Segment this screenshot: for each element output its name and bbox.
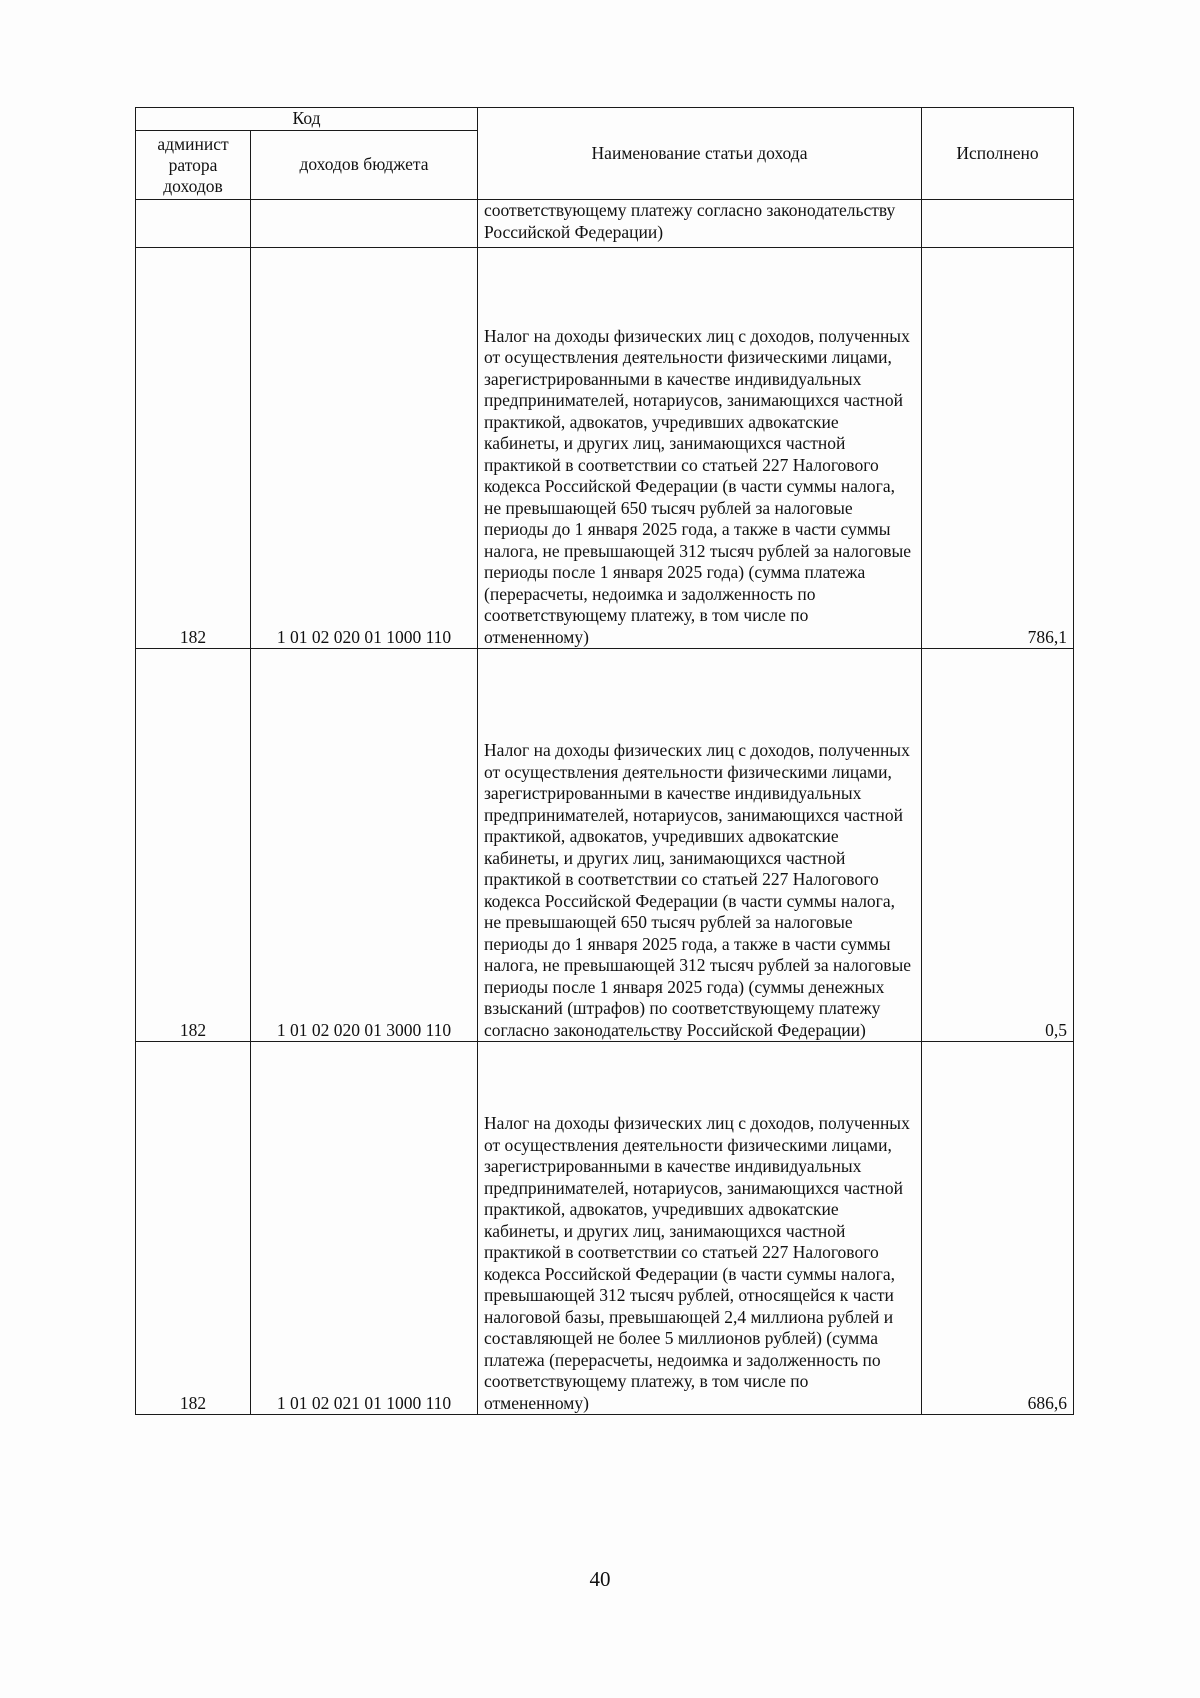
table-row — [136, 1042, 1074, 1415]
cell-name: Налог на доходы физических лиц с доходов, полученных от осуществления деятельности физическими лицами, зарегистрированными в качестве индивидуальных предпринимателей, нотариусов, занимающихся частной практикой, адвокатов, учредивших адвокатские кабинеты, и других лиц, занимающихся частной практикой в соответствии со статьей 227 Налогового кодекса Российской Федерации (в части суммы налога, превышающей 312 тысяч рублей, относящейся к части налоговой базы, превышающей 2,4 миллиона рублей и составляющей не более 5 миллионов рублей) (сумма платежа (перерасчеты, недоимка и задолженность по соответствующему платежу, в том числе по отмененному) — [478, 1042, 922, 1415]
header-row-top — [136, 108, 1074, 131]
cell-admin: 182 — [136, 248, 251, 649]
header-administrator: админист ратора доходов — [136, 131, 251, 200]
cell-code: 1 01 02 020 01 1000 110 — [251, 248, 478, 649]
table-row — [136, 248, 1074, 649]
cell-admin — [136, 200, 251, 248]
table-row — [136, 649, 1074, 1042]
cell-value: 0,5 — [922, 649, 1074, 1042]
cell-value — [922, 200, 1074, 248]
cell-value: 686,6 — [922, 1042, 1074, 1415]
table-row-continuation — [136, 200, 1074, 248]
cell-admin: 182 — [136, 649, 251, 1042]
cell-value: 786,1 — [922, 248, 1074, 649]
header-item-name: Наименование статьи дохода — [478, 108, 922, 200]
page-number: 40 — [589, 1567, 611, 1591]
cell-name: Налог на доходы физических лиц с доходов, полученных от осуществления деятельности физическими лицами, зарегистрированными в качестве индивидуальных предпринимателей, нотариусов, занимающихся частной практикой, адвокатов, учредивших адвокатские кабинеты, и других лиц, занимающихся частной практикой в соответствии со статьей 227 Налогового кодекса Российской Федерации (в части суммы налога, не превышающей 650 тысяч рублей за налоговые периоды до 1 января 2025 года, а также в части суммы налога, не превышающей 312 тысяч рублей за налоговые периоды после 1 января 2025 года) (сумма платежа (перерасчеты, недоимка и задолженность по соответствующему платежу, в том числе по отмененному) — [478, 248, 922, 649]
budget-income-table — [135, 107, 1074, 1415]
cell-code — [251, 200, 478, 248]
cell-code: 1 01 02 020 01 3000 110 — [251, 649, 478, 1042]
header-code-group: Код — [136, 108, 478, 131]
cell-admin: 182 — [136, 1042, 251, 1415]
cell-name: Налог на доходы физических лиц с доходов, полученных от осуществления деятельности физическими лицами, зарегистрированными в качестве индивидуальных предпринимателей, нотариусов, занимающихся частной практикой, адвокатов, учредивших адвокатские кабинеты, и других лиц, занимающихся частной практикой в соответствии со статьей 227 Налогового кодекса Российской Федерации (в части суммы налога, не превышающей 650 тысяч рублей за налоговые периоды до 1 января 2025 года, а также в части суммы налога, не превышающей 312 тысяч рублей за налоговые периоды после 1 января 2025 года) (суммы денежных взысканий (штрафов) по соответствующему платежу согласно законодательству Российской Федерации) — [478, 649, 922, 1042]
cell-code: 1 01 02 021 01 1000 110 — [251, 1042, 478, 1415]
cell-name: соответствующему платежу согласно законодательству Российской Федерации) — [478, 200, 922, 248]
header-executed: Исполнено — [922, 108, 1074, 200]
header-budget-codes: доходов бюджета — [251, 131, 478, 200]
